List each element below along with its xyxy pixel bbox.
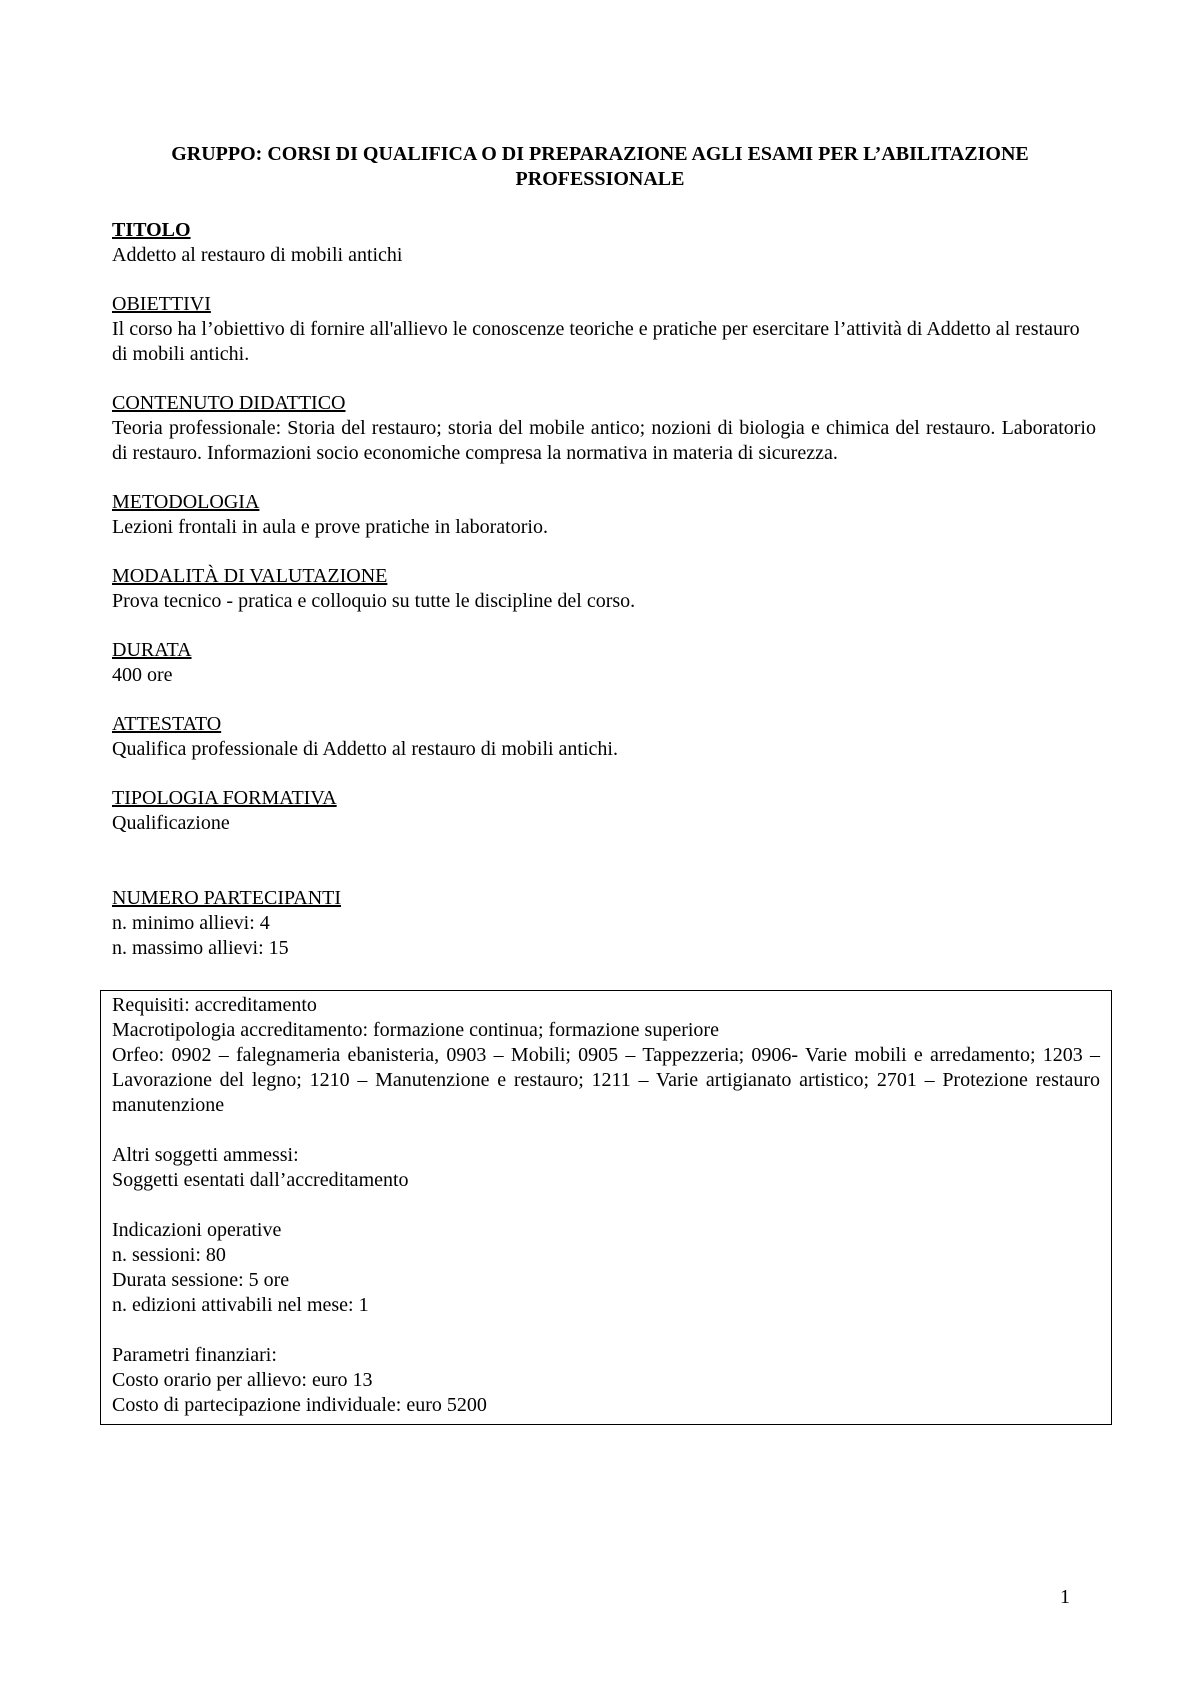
section-heading-metodologia: METODOLOGIA xyxy=(112,491,260,513)
box-altri-heading: Altri soggetti ammessi: xyxy=(112,1144,299,1166)
box-block-parametri xyxy=(112,1343,1100,1418)
section-metodologia xyxy=(112,490,1096,540)
course-details xyxy=(112,218,1096,985)
box-costo-partecipazione: Costo di partecipazione individuale: euro 5200 xyxy=(112,1394,487,1416)
group-title xyxy=(120,142,1080,192)
section-tipologia xyxy=(112,786,1096,836)
section-heading-titolo: TITOLO xyxy=(112,219,191,241)
page-number: 1 xyxy=(1060,1586,1070,1608)
section-text-attestato: Qualifica professionale di Addetto al restauro di mobili antichi. xyxy=(112,738,618,760)
participants-max: n. massimo allievi: 15 xyxy=(112,937,289,959)
box-durata-sessione: Durata sessione: 5 ore xyxy=(112,1269,290,1291)
section-text-metodologia: Lezioni frontali in aula e prove pratiche in laboratorio. xyxy=(112,516,548,538)
section-partecipanti xyxy=(112,886,1096,961)
section-obiettivi xyxy=(112,292,1096,367)
section-heading-partecipanti: NUMERO PARTECIPANTI xyxy=(112,887,342,909)
section-text-obiettivi: Il corso ha l’obiettivo di fornire all'allievo le conoscenze teoriche e pratiche per esercitare l’attività di Addetto al restauro di mobili antichi. xyxy=(112,318,1080,365)
section-heading-obiettivi: OBIETTIVI xyxy=(112,293,211,315)
box-indicazioni-heading: Indicazioni operative xyxy=(112,1219,282,1241)
box-requisiti: Requisiti: accreditamento xyxy=(112,994,317,1016)
section-text-contenuto: Teoria professionale: Storia del restauro; storia del mobile antico; nozioni di biologia e chimica del restauro. Laboratorio di restauro. Informazioni socio economiche compresa la normativa in materia di sicurezza. xyxy=(112,417,1096,464)
section-text-titolo: Addetto al restauro di mobili antichi xyxy=(112,244,403,266)
group-title-line1: GRUPPO: CORSI DI QUALIFICA O DI PREPARAZIONE AGLI ESAMI PER L’ABILITAZIONE xyxy=(171,143,1029,165)
requirements-box xyxy=(100,990,1112,1425)
box-block-accreditamento xyxy=(112,993,1100,1118)
section-durata xyxy=(112,638,1096,688)
box-parametri-heading: Parametri finanziari: xyxy=(112,1344,277,1366)
box-orfeo: Orfeo: 0902 – falegnameria ebanisteria, 0903 – Mobili; 0905 – Tappezzeria; 0906- Varie mobili e arredamento; 1203 – Lavorazione del legno; 1210 – Manutenzione e restauro; 1211 – Varie artigianato artistico; 2701 – Protezione restauro manutenzione xyxy=(112,1044,1100,1116)
box-costo-orario: Costo orario per allievo: euro 13 xyxy=(112,1369,373,1391)
section-text-tipologia: Qualificazione xyxy=(112,812,230,834)
box-edizioni: n. edizioni attivabili nel mese: 1 xyxy=(112,1294,369,1316)
box-sessioni: n. sessioni: 80 xyxy=(112,1244,226,1266)
section-heading-tipologia: TIPOLOGIA FORMATIVA xyxy=(112,787,337,809)
section-text-valutazione: Prova tecnico - pratica e colloquio su tutte le discipline del corso. xyxy=(112,590,636,612)
section-attestato xyxy=(112,712,1096,762)
section-heading-valutazione: MODALITÀ DI VALUTAZIONE xyxy=(112,565,388,587)
box-block-indicazioni xyxy=(112,1218,1100,1318)
box-macrotipologia: Macrotipologia accreditamento: formazione continua; formazione superiore xyxy=(112,1019,719,1041)
box-altri-text: Soggetti esentati dall’accreditamento xyxy=(112,1169,409,1191)
section-contenuto xyxy=(112,391,1096,466)
section-heading-contenuto: CONTENUTO DIDATTICO xyxy=(112,392,346,414)
participants-min: n. minimo allievi: 4 xyxy=(112,912,270,934)
section-valutazione xyxy=(112,564,1096,614)
section-titolo xyxy=(112,218,1096,268)
box-block-altri xyxy=(112,1143,1100,1193)
section-heading-attestato: ATTESTATO xyxy=(112,713,222,735)
section-text-durata: 400 ore xyxy=(112,664,173,686)
section-heading-durata: DURATA xyxy=(112,639,192,661)
group-title-line2: PROFESSIONALE xyxy=(515,168,685,190)
